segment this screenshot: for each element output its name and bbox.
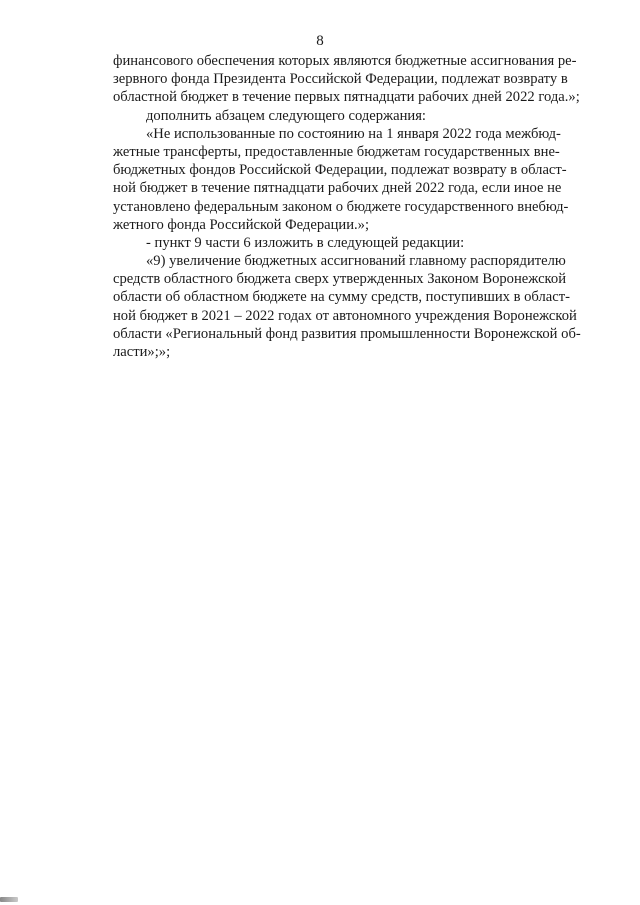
text-line: области об областном бюджете на сумму средств, поступивших в област-	[113, 289, 570, 306]
text-line: «Не использованные по состоянию на 1 января 2022 года межбюд-	[146, 125, 561, 142]
scan-edge-mark	[0, 897, 18, 902]
text-line: жетные трансферты, предоставленные бюджетам государственных вне-	[113, 143, 560, 160]
text-line: средств областного бюджета сверх утвержденных Законом Воронежской	[113, 271, 567, 288]
paragraph-item-9-text	[113, 252, 581, 361]
text-line: дополнить абзацем следующего содержания:	[146, 107, 426, 124]
text-line: области «Региональный фонд развития промышленности Воронежской об-	[113, 325, 581, 342]
text-line: жетного фонда Российской Федерации.»;	[113, 216, 370, 233]
text-line: ной бюджет в течение пятнадцати рабочих дней 2022 года, если иное не	[113, 180, 562, 197]
text-line: «9) увеличение бюджетных ассигнований главному распорядителю	[146, 253, 566, 270]
page-number: 8	[316, 33, 324, 49]
document-body	[113, 52, 581, 361]
text-line: установлено федеральным законом о бюджете государственного внебюд-	[113, 198, 569, 215]
text-line: - пункт 9 части 6 изложить в следующей редакции:	[146, 234, 465, 251]
paragraph-item-9-instruction	[113, 234, 528, 252]
paragraph-add-clause	[113, 107, 528, 125]
text-line: бюджетных фондов Российской Федерации, подлежат возврату в област-	[113, 162, 567, 179]
text-line: ласти»;»;	[113, 344, 171, 360]
paragraph-unused-transfers	[113, 125, 569, 234]
text-line: ной бюджет в 2021 – 2022 годах от автономного учреждения Воронежской	[113, 307, 577, 324]
text-line: финансового обеспечения которых являются бюджетные ассигнования ре-	[113, 53, 577, 69]
paragraph-reserve-fund	[113, 52, 580, 107]
text-line: зервного фонда Президента Российской Федерации, подлежат возврату в	[113, 71, 568, 88]
text-line: областной бюджет в течение первых пятнадцати рабочих дней 2022 года.»;	[113, 89, 580, 106]
